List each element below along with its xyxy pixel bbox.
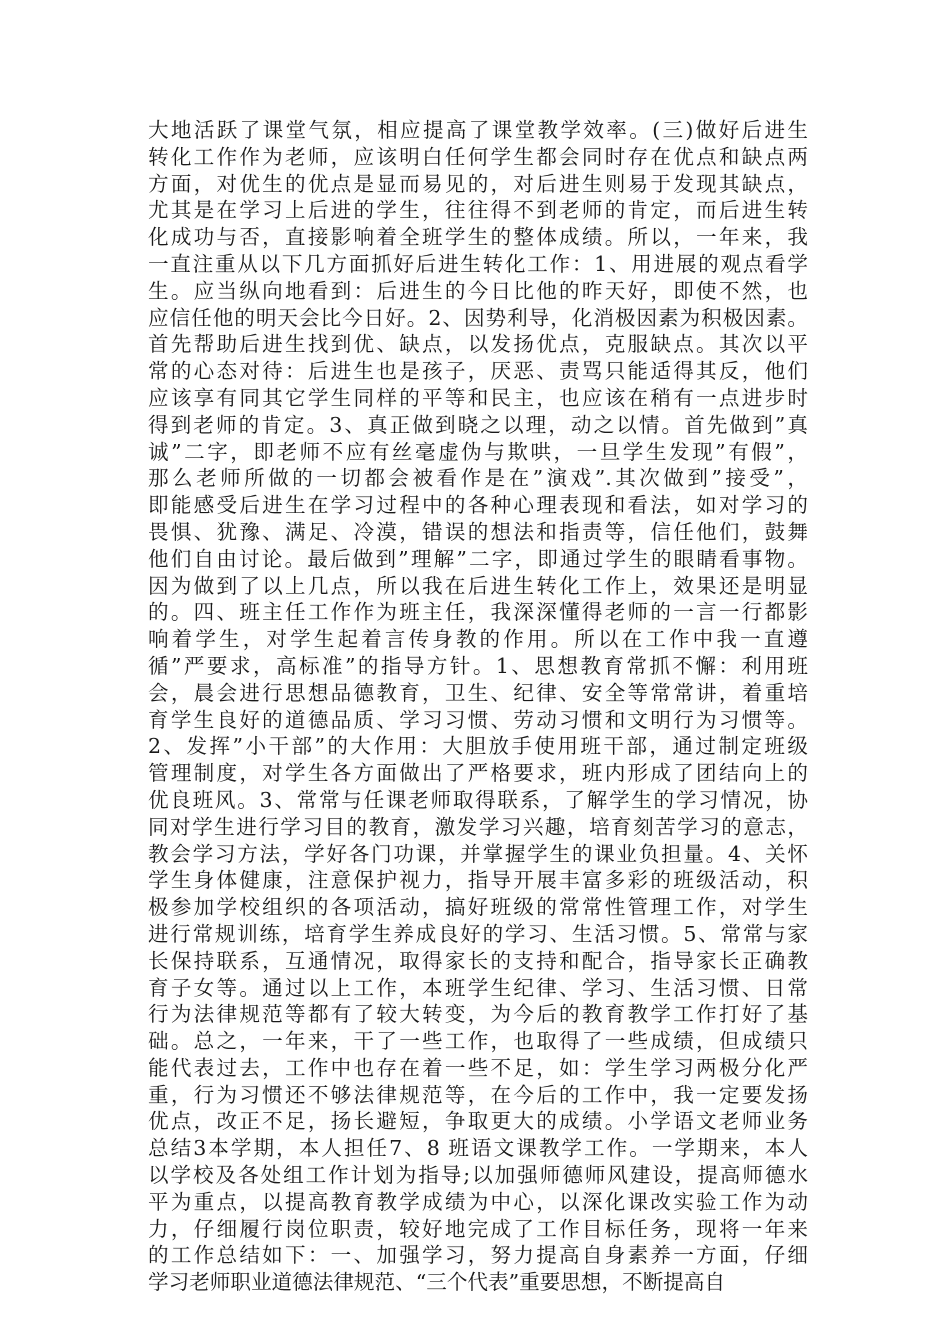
text-line: 学习老师职业道德法律规范、“三个代表”重要思想，不断提高自 <box>148 1270 726 1295</box>
text-line: 方面，对优生的优点是显而易见的，对后进生则易于发现其缺点， <box>148 171 808 196</box>
text-line: 因为做到了以上几点，所以我在后进生转化工作上，效果还是明显 <box>148 573 808 598</box>
text-line: 大地活跃了课堂气氛，相应提高了课堂教学效率。(三)做好后进生 <box>148 118 808 142</box>
text-line: 常的心态对待：后进生也是孩子，厌恶、责骂只能适得其反，他们 <box>148 359 808 384</box>
text-line: 础。总之，一年来，干了一些工作，也取得了一些成绩，但成绩只 <box>148 1029 808 1054</box>
text-line: 响着学生，对学生起着言传身教的作用。所以在工作中我一直遵 <box>148 627 808 652</box>
text-line: 尤其是在学习上后进的学生，往往得不到老师的肯定，而后进生转 <box>148 198 808 223</box>
text-line: 一直注重从以下几方面抓好后进生转化工作：1、用进展的观点看学 <box>148 251 808 276</box>
text-line: 的工作总结如下：一、加强学习，努力提高自身素养一方面，仔细 <box>148 1243 808 1268</box>
text-line: 那么老师所做的一切都会被看作是在”演戏”.其次做到”接受”， <box>148 466 808 491</box>
text-line: 重，行为习惯还不够法律规范等，在今后的工作中，我一定要发扬 <box>148 1082 808 1107</box>
text-line: 的。四、班主任工作作为班主任，我深深懂得老师的一言一行都影 <box>148 600 808 625</box>
text-line: 生。应当纵向地看到：后进生的今日比他的昨天好，即使不然，也 <box>148 278 808 303</box>
text-line: 极参加学校组织的各项活动，搞好班级的常常性管理工作，对学生 <box>148 895 808 920</box>
text-line: 力，仔细履行岗位职责，较好地完成了工作目标任务，现将一年来 <box>148 1216 808 1241</box>
text-line: 教会学习方法，学好各门功课，并掌握学生的课业负担量。4、关怀 <box>148 841 808 866</box>
text-line: 能代表过去，工作中也存在着一些不足，如：学生学习两极分化严 <box>148 1055 808 1080</box>
text-line: 育学生良好的道德品质、学习习惯、劳动习惯和文明行为习惯等。 <box>148 707 808 732</box>
text-line: 优良班风。3、常常与任课老师取得联系，了解学生的学习情况，协 <box>148 787 808 812</box>
text-line: 他们自由讨论。最后做到”理解”二字，即通过学生的眼睛看事物。 <box>148 546 808 571</box>
text-line: 应该享有同其它学生同样的平等和民主，也应该在稍有一点进步时 <box>148 385 808 410</box>
text-line: 转化工作作为老师，应该明白任何学生都会同时存在优点和缺点两 <box>148 144 808 169</box>
text-line: 进行常规训练，培育学生养成良好的学习、生活习惯。5、常常与家 <box>148 921 808 946</box>
text-line: 2、发挥”小干部”的大作用：大胆放手使用班干部，通过制定班级 <box>148 734 808 759</box>
text-line: 会，晨会进行思想品德教育，卫生、纪律、安全等常常讲，着重培 <box>148 680 808 705</box>
text-line: 优点，改正不足，扬长避短，争取更大的成绩。小学语文老师业务 <box>148 1109 808 1134</box>
text-line: 总结3本学期，本人担任7、8 班语文课教学工作。一学期来，本人 <box>148 1136 808 1161</box>
text-line: 长保持联系，互通情况，取得家长的支持和配合，指导家长正确教 <box>148 948 808 973</box>
text-line: 应信任他的明天会比今日好。2、因势利导，化消极因素为积极因素。 <box>148 305 808 330</box>
body-text <box>148 117 808 1296</box>
text-line: 循”严要求，高标准”的指导方针。1、思想教育常抓不懈：利用班 <box>148 653 808 678</box>
text-line: 学生身体健康，注意保护视力，指导开展丰富多彩的班级活动，积 <box>148 868 808 893</box>
text-line: 行为法律规范等都有了较大转变，为今后的教育教学工作打好了基 <box>148 1002 808 1027</box>
text-line: 育子女等。通过以上工作，本班学生纪律、学习、生活习惯、日常 <box>148 975 808 1000</box>
text-line: 化成功与否，直接影响着全班学生的整体成绩。所以，一年来，我 <box>148 225 808 250</box>
text-line: 同对学生进行学习目的教育，激发学习兴趣，培育刻苦学习的意志， <box>148 814 808 839</box>
text-line: 首先帮助后进生找到优、缺点，以发扬优点，克服缺点。其次以平 <box>148 332 808 357</box>
text-line: 平为重点，以提高教育教学成绩为中心，以深化课改实验工作为动 <box>148 1189 808 1214</box>
text-line: 管理制度，对学生各方面做出了严格要求，班内形成了团结向上的 <box>148 761 808 786</box>
text-line: 诚”二字，即老师不应有丝毫虚伪与欺哄，一旦学生发现”有假”， <box>148 439 808 464</box>
text-line: 即能感受后进生在学习过程中的各种心理表现和看法，如对学习的 <box>148 493 808 518</box>
text-line: 以学校及各处组工作计划为指导;以加强师德师风建设，提高师德水 <box>148 1163 808 1188</box>
text-line: 得到老师的肯定。3、真正做到晓之以理，动之以情。首先做到”真 <box>148 412 808 437</box>
text-line: 畏惧、犹豫、满足、冷漠，错误的想法和指责等，信任他们，鼓舞 <box>148 519 808 544</box>
